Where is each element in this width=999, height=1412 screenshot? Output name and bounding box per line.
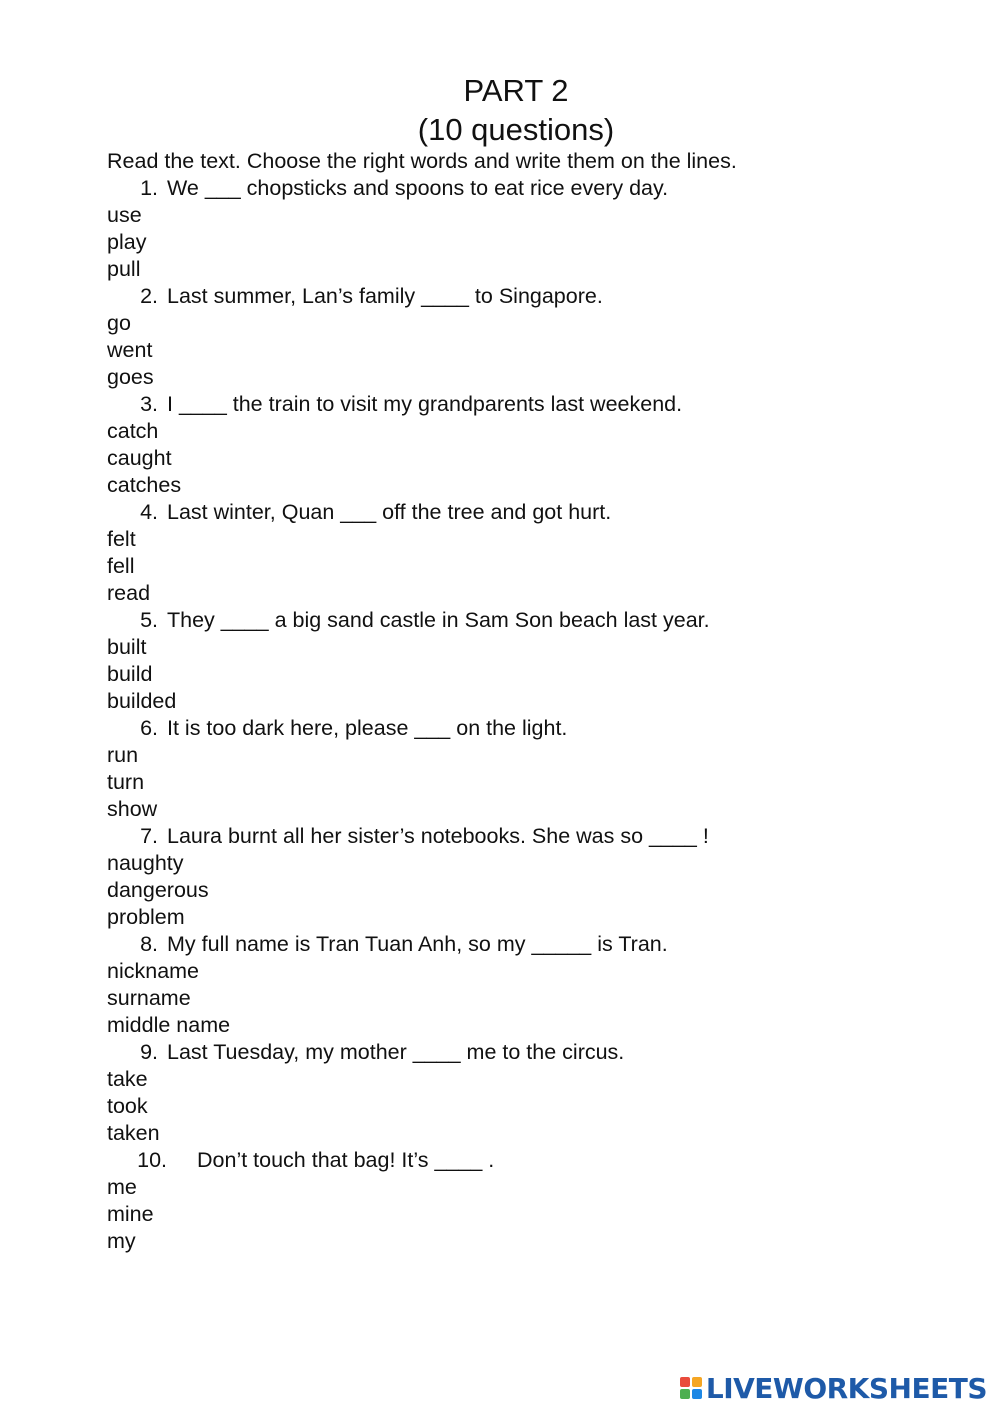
answer-option[interactable]: caught	[107, 446, 172, 470]
worksheet-content	[107, 148, 967, 1255]
question-text: We ___ chopsticks and spoons to eat rice every day.	[167, 176, 669, 200]
question-number: 8.	[140, 932, 158, 956]
question-text: It is too dark here, please ___ on the light.	[167, 716, 568, 740]
logo-tile	[692, 1389, 702, 1399]
logo-tile	[680, 1377, 690, 1387]
question-text: Last summer, Lan’s family ____ to Singapore.	[167, 284, 603, 308]
question-item	[107, 607, 967, 634]
question-item	[107, 175, 967, 202]
answer-option[interactable]: build	[107, 662, 153, 686]
page-title: PART 2	[463, 73, 569, 108]
question-text: They ____ a big sand castle in Sam Son beach last year.	[167, 608, 710, 632]
answer-option[interactable]: catches	[107, 473, 182, 497]
question-item	[107, 931, 967, 958]
question-text: Don’t touch that bag! It’s ____ .	[197, 1148, 495, 1172]
logo-text: LIVEWORKSHEETS	[705, 1371, 987, 1405]
instructions: Read the text. Choose the right words and write them on the lines.	[107, 149, 737, 173]
answer-option[interactable]: pull	[107, 257, 141, 281]
answer-option[interactable]: use	[107, 203, 142, 227]
page-subtitle: (10 questions)	[417, 112, 615, 147]
answer-option[interactable]: go	[107, 311, 131, 335]
liveworksheets-logo	[680, 1371, 987, 1405]
question-number: 2.	[140, 284, 158, 308]
question-item	[107, 823, 967, 850]
question-text: I ____ the train to visit my grandparents last weekend.	[167, 392, 683, 416]
answer-option[interactable]: mine	[107, 1202, 154, 1226]
answer-option[interactable]: took	[107, 1094, 148, 1118]
logo-icon	[680, 1377, 702, 1399]
question-number: 5.	[140, 608, 158, 632]
question-item	[107, 283, 967, 310]
question-number: 10.	[137, 1148, 167, 1172]
question-item	[107, 1147, 967, 1174]
answer-option[interactable]: nickname	[107, 959, 200, 983]
answer-option[interactable]: built	[107, 635, 147, 659]
answer-option[interactable]: naughty	[107, 851, 184, 875]
question-number: 6.	[140, 716, 158, 740]
question-text: My full name is Tran Tuan Anh, so my _____ is Tran.	[167, 932, 668, 956]
question-text: Laura burnt all her sister’s notebooks. She was so ____ !	[167, 824, 709, 848]
question-item	[107, 1039, 967, 1066]
answer-option[interactable]: felt	[107, 527, 136, 551]
question-number: 4.	[140, 500, 158, 524]
question-list	[107, 175, 967, 1255]
answer-option[interactable]: me	[107, 1175, 137, 1199]
question-item	[107, 499, 967, 526]
question-text: Last winter, Quan ___ off the tree and got hurt.	[167, 500, 612, 524]
question-item	[107, 715, 967, 742]
logo-tile	[680, 1389, 690, 1399]
answer-option[interactable]: problem	[107, 905, 185, 929]
question-number: 3.	[140, 392, 158, 416]
answer-option[interactable]: goes	[107, 365, 154, 389]
answer-option[interactable]: play	[107, 230, 147, 254]
answer-option[interactable]: went	[107, 338, 153, 362]
answer-option[interactable]: builded	[107, 689, 177, 713]
answer-option[interactable]: read	[107, 581, 151, 605]
answer-option[interactable]: fell	[107, 554, 135, 578]
answer-option[interactable]: my	[107, 1229, 136, 1253]
question-number: 9.	[140, 1040, 158, 1064]
answer-option[interactable]: run	[107, 743, 139, 767]
answer-option[interactable]: turn	[107, 770, 145, 794]
logo-tile	[692, 1377, 702, 1387]
answer-option[interactable]: surname	[107, 986, 191, 1010]
answer-option[interactable]: show	[107, 797, 158, 821]
question-number: 1.	[140, 176, 158, 200]
answer-option[interactable]: dangerous	[107, 878, 209, 902]
answer-option[interactable]: catch	[107, 419, 159, 443]
question-item	[107, 391, 967, 418]
answer-option[interactable]: middle name	[107, 1013, 231, 1037]
answer-option[interactable]: take	[107, 1067, 148, 1091]
answer-option[interactable]: taken	[107, 1121, 160, 1145]
question-text: Last Tuesday, my mother ____ me to the circus.	[167, 1040, 625, 1064]
question-number: 7.	[140, 824, 158, 848]
